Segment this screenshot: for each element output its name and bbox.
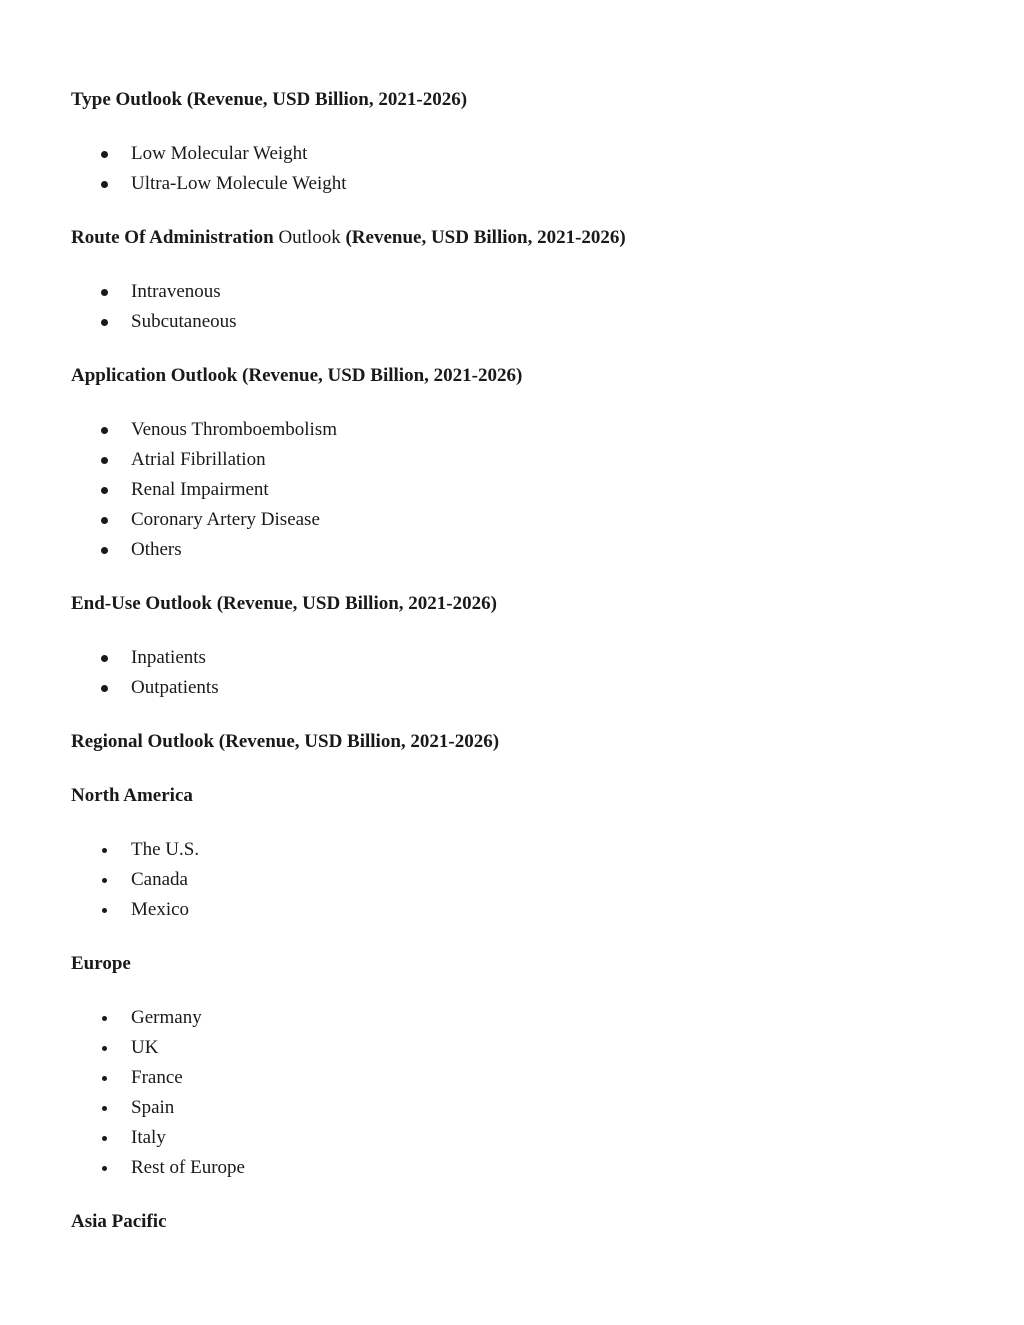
bullet-icon [102, 1016, 107, 1021]
list-item: Canada [71, 865, 971, 895]
list-item: Inpatients [71, 643, 971, 673]
europe-list [71, 1003, 971, 1183]
north-america-list [71, 835, 971, 925]
list-item: The U.S. [71, 835, 971, 865]
list-item: Intravenous [71, 277, 971, 307]
list-item: France [71, 1063, 971, 1093]
application-outlook-heading: Application Outlook (Revenue, USD Billion, 2021-2026) [71, 365, 523, 386]
regional-outlook-heading: Regional Outlook (Revenue, USD Billion, 2021-2026) [71, 731, 500, 752]
list-item: Renal Impairment [71, 475, 971, 505]
list-item: Italy [71, 1123, 971, 1153]
bullet-icon [102, 1136, 107, 1141]
route-outlook-heading: Route Of Administration Outlook (Revenue, USD Billion, 2021-2026) [71, 227, 626, 248]
bullet-icon [102, 1046, 107, 1051]
type-list [71, 139, 971, 199]
bullet-icon [102, 1106, 107, 1111]
list-item: Spain [71, 1093, 971, 1123]
list-item: Subcutaneous [71, 307, 971, 337]
bullet-icon [101, 181, 108, 188]
list-item: Mexico [71, 895, 971, 925]
bullet-icon [101, 151, 108, 158]
list-item: Ultra-Low Molecule Weight [71, 169, 971, 199]
bullet-icon [101, 457, 108, 464]
bullet-icon [102, 1166, 107, 1171]
list-item: Venous Thromboembolism [71, 415, 971, 445]
bullet-icon [101, 487, 108, 494]
application-list [71, 415, 971, 565]
route-list [71, 277, 971, 337]
list-item: Coronary Artery Disease [71, 505, 971, 535]
type-outlook-heading: Type Outlook (Revenue, USD Billion, 2021-2026) [71, 89, 468, 110]
bullet-icon [101, 289, 108, 296]
asia-pacific-heading: Asia Pacific [71, 1211, 167, 1232]
bullet-icon [101, 517, 108, 524]
list-item: Low Molecular Weight [71, 139, 971, 169]
bullet-icon [102, 878, 107, 883]
bullet-icon [101, 319, 108, 326]
list-item: Rest of Europe [71, 1153, 971, 1183]
north-america-heading: North America [71, 785, 193, 806]
list-item: Others [71, 535, 971, 565]
list-item: Outpatients [71, 673, 971, 703]
bullet-icon [102, 1076, 107, 1081]
bullet-icon [101, 547, 108, 554]
list-item: Germany [71, 1003, 971, 1033]
bullet-icon [101, 655, 108, 662]
europe-heading: Europe [71, 953, 131, 974]
enduse-outlook-heading: End-Use Outlook (Revenue, USD Billion, 2021-2026) [71, 593, 497, 614]
document-page [71, 85, 971, 1237]
bullet-icon [102, 908, 107, 913]
bullet-icon [101, 685, 108, 692]
list-item: Atrial Fibrillation [71, 445, 971, 475]
enduse-list [71, 643, 971, 703]
list-item: UK [71, 1033, 971, 1063]
bullet-icon [101, 427, 108, 434]
bullet-icon [102, 848, 107, 853]
